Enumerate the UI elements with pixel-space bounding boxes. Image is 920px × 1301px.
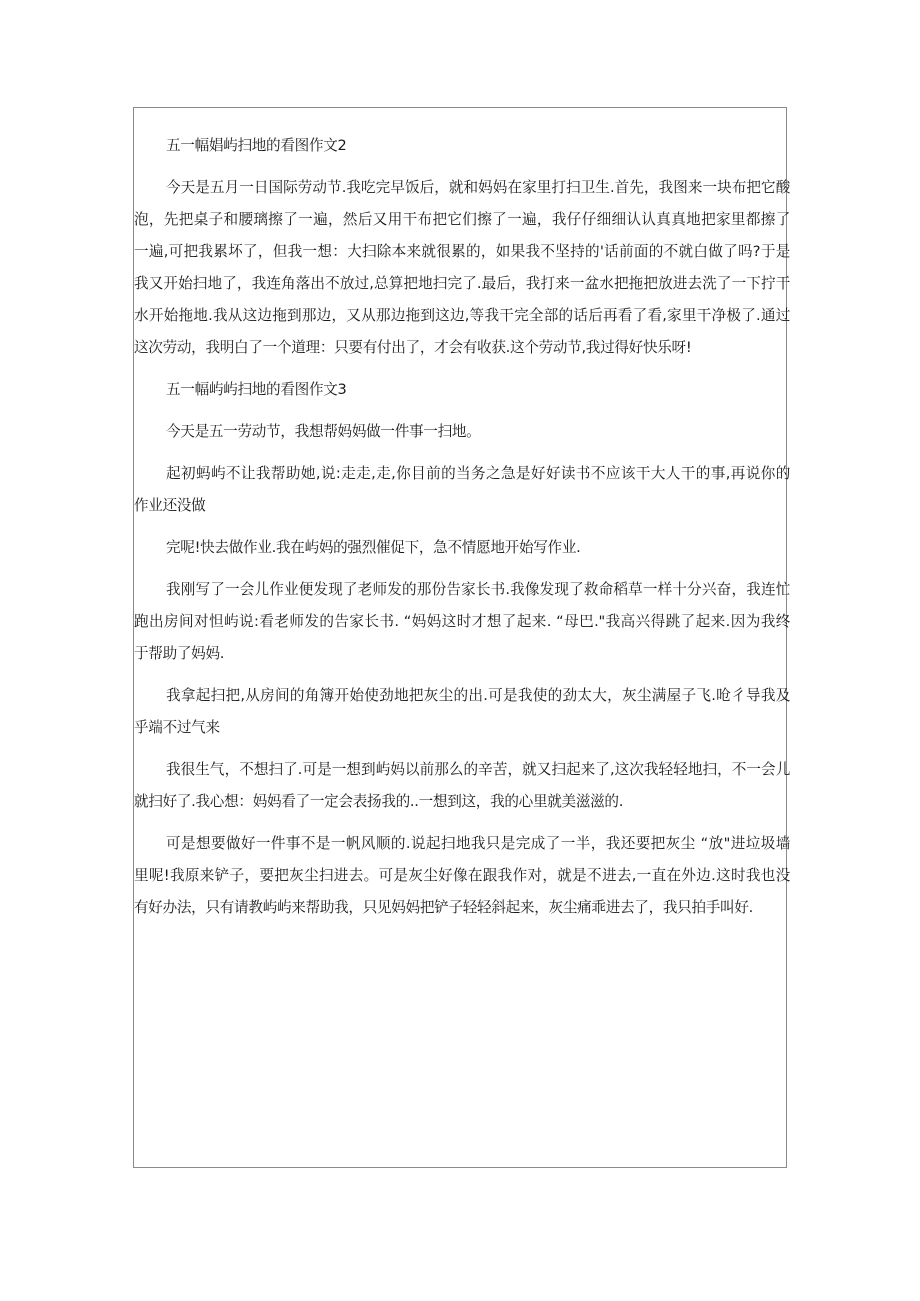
paragraph <box>134 458 790 522</box>
text-line: 水开始拖地.我从这边拖到那边，又从那边拖到这边,等我干完全部的话后再看了看,家里干净极了.通过 <box>134 307 790 324</box>
text-line: 一遍,可把我累坏了，但我一想：大扫除本来就很累的，如果我不坚持的'话前面的不就白做了吗?于是 <box>134 243 790 260</box>
text-line: 我又开始扫地了，我连角落出不放过,总算把地扫完了.最后，我打来一盆水把拖把放进去洗了一下拧干 <box>134 275 790 292</box>
paragraph <box>134 754 790 818</box>
text-line: 起初蚂屿不让我帮助她,说:走走,走,你目前的当务之急是好好读书不应该干大人干的事,再说你的 <box>166 465 790 482</box>
section-title: 五一幅屿屿扫地的看图作文3 <box>166 381 347 398</box>
text-line: 就扫好了.我心想：妈妈看了一定会表扬我的..一想到这，我的心里就美滋滋的. <box>134 793 624 810</box>
text-line: 今天是五一劳动节，我想帮妈妈做一件事一扫地。 <box>166 423 481 440</box>
paragraph <box>134 828 790 924</box>
section-title: 五一幅娼屿扫地的看图作文2 <box>166 137 347 154</box>
text-line: 我很生气，不想扫了.可是一想到屿妈以前那么的辛苦，就又扫起来了,这次我轻轻地扫，不一会儿 <box>166 761 790 778</box>
paragraph <box>134 416 790 448</box>
text-line: 作业还没做 <box>134 497 206 514</box>
text-line: 里呢!我原来铲子，要把灰尘扫进去。可是灰尘好像在跟我作对，就是不进去,一直在外边.这时我也没 <box>134 867 790 884</box>
text-line: 跑出房间对怛屿说:看老师发的告家长书. “妈妈这时才想了起来. “母巴."我高兴得跳了起来.因为我终 <box>134 613 790 630</box>
paragraph <box>134 172 790 364</box>
text-line: 有好办法，只有请教屿屿来帮助我，只见妈妈把铲子轻轻斜起来，灰尘痛乖进去了，我只拍手叫好. <box>134 899 753 916</box>
document-body <box>134 130 790 934</box>
paragraph <box>134 680 790 744</box>
text-line: 泡，先把桌子和腰璃擦了一遍，然后又用干布把它们擦了一遍，我仔仔细细认认真真地把家里都擦了 <box>134 211 790 228</box>
paragraph <box>134 574 790 670</box>
text-line: 完呢!快去做作业.我在屿妈的强烈催促下，急不情愿地开始写作业. <box>166 539 581 556</box>
document-frame <box>133 107 790 1168</box>
text-line: 我拿起扫把,从房间的角簿开始使劲地把灰尘的出.可是我使的劲太大，灰尘满屋子飞.呛彳导我及 <box>166 687 790 704</box>
text-line: 这次劳动，我明白了一个道理：只要有付出了，才会有收获.这个劳动节,我过得好快乐呀! <box>134 339 692 356</box>
text-line: 我刚写了一会儿作业便发现了老师发的那份告家长书.我像发现了救命稻草一样十分兴奋，我连忙 <box>166 581 790 598</box>
paragraph <box>134 532 790 564</box>
text-line: 乎端不过气来 <box>134 719 220 736</box>
text-line: 可是想要做好一件事不是一帆风顺的.说起扫地我只是完成了一半，我还要把灰尘 “放"进垃圾墙 <box>166 835 790 852</box>
text-line: 今天是五月一日国际劳动节.我吃完早饭后，就和妈妈在家里打扫卫生.首先，我图来一块布把它酸 <box>166 179 790 196</box>
text-line: 于帮助了妈妈. <box>134 645 225 662</box>
